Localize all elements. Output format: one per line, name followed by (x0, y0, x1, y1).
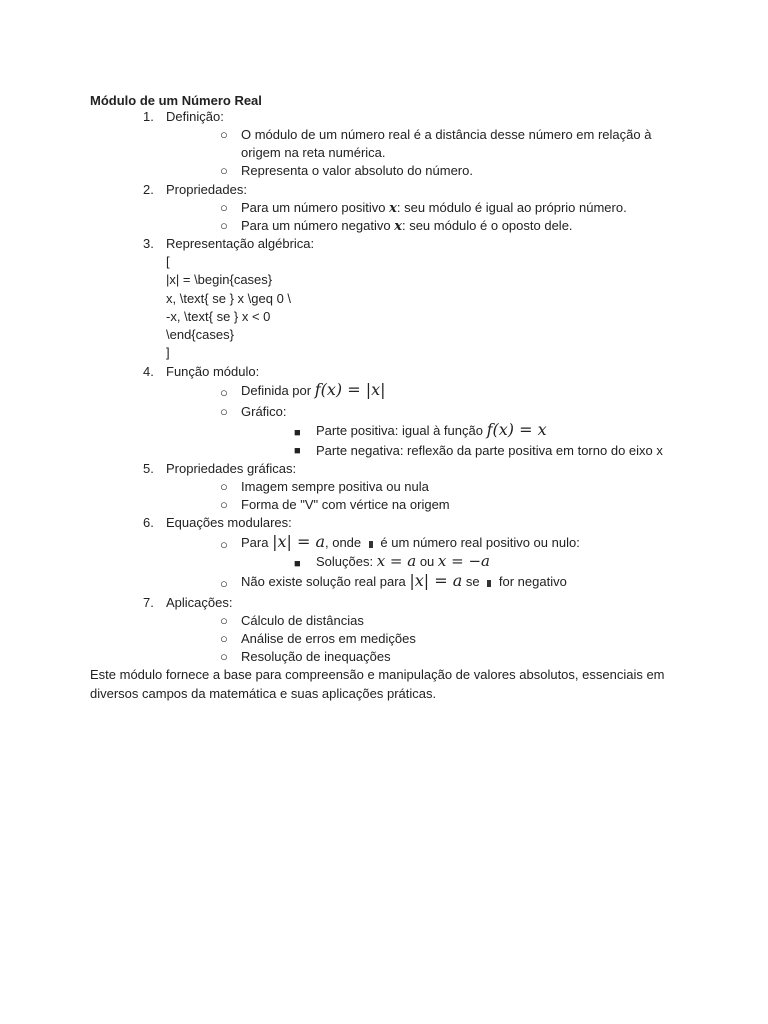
math-expression: |x| = a (272, 532, 325, 551)
list-number: 6. (143, 515, 154, 530)
latex-line: [ (166, 254, 170, 269)
sublist-item (241, 382, 386, 399)
math-expression: x = −a (437, 552, 490, 570)
sublist-item: Análise de erros em medições (241, 631, 416, 646)
text-segment: , onde (325, 535, 365, 550)
text-segment: Para um número positivo (241, 200, 390, 215)
square-bullet: ■ (294, 558, 301, 570)
sublist-item: Cálculo de distâncias (241, 613, 364, 628)
square-bullet: ■ (294, 427, 301, 439)
math-expression: x = a (376, 552, 417, 570)
subsublist-item (316, 422, 547, 439)
text-segment: Para (241, 535, 273, 550)
list-number: 7. (143, 595, 154, 610)
list-number: 4. (143, 364, 154, 379)
text-segment: Soluções: (316, 554, 377, 569)
latex-line: -x, \text{ se } x < 0 (166, 309, 271, 324)
circle-bullet: ○ (220, 200, 228, 215)
sublist-item (241, 573, 567, 590)
subsublist-item: Parte negativa: reflexão da parte positiva em torno do eixo x (316, 443, 663, 458)
list-number: 5. (143, 461, 154, 476)
latex-line: ] (166, 345, 170, 360)
sublist-item: O módulo de um número real é a distância desse número em relação à (241, 127, 652, 142)
square-bullet: ■ (294, 445, 301, 457)
sublist-item: Representa o valor absoluto do número. (241, 163, 473, 178)
circle-bullet: ○ (220, 631, 228, 646)
text-segment: ou (416, 554, 438, 569)
text-segment: se (462, 574, 484, 589)
text-segment: Não existe solução real para (241, 574, 410, 589)
circle-bullet: ○ (220, 613, 228, 628)
list-item-label: Função módulo: (166, 364, 260, 379)
list-number: 1. (143, 109, 154, 124)
text-segment: for negativo (495, 574, 567, 589)
text-segment: : seu módulo é igual ao próprio número. (396, 200, 627, 215)
missing-glyph-box (487, 580, 491, 587)
sublist-item: Imagem sempre positiva ou nula (241, 479, 429, 494)
text-segment: : seu módulo é o oposto dele. (401, 218, 573, 233)
math-expression: f(x) = x (486, 420, 547, 439)
circle-bullet: ○ (220, 404, 228, 419)
list-item-label: Propriedades: (166, 182, 247, 197)
circle-bullet: ○ (220, 576, 228, 591)
math-expression: f(x) = |x| (314, 380, 386, 399)
subsublist-item (316, 553, 490, 570)
sublist-item (241, 534, 580, 551)
list-item-label: Propriedades gráficas: (166, 461, 297, 476)
closing-paragraph-line: Este módulo fornece a base para compreensão e manipulação de valores absolutos, essenciais em (90, 667, 665, 682)
latex-line: |x| = \begin{cases} (166, 272, 273, 287)
circle-bullet: ○ (220, 163, 228, 178)
list-number: 2. (143, 182, 154, 197)
text-segment: Para um número negativo (241, 218, 395, 233)
circle-bullet: ○ (220, 127, 228, 142)
sublist-item: Gráfico: (241, 404, 287, 419)
circle-bullet: ○ (220, 497, 228, 512)
latex-line: x, \text{ se } x \geq 0 \ (166, 291, 292, 306)
list-item-label: Aplicações: (166, 595, 233, 610)
math-variable: x (394, 219, 402, 234)
list-number: 3. (143, 236, 154, 251)
circle-bullet: ○ (220, 537, 228, 552)
math-variable: x (389, 201, 397, 216)
list-item-label: Representação algébrica: (166, 236, 315, 251)
list-item-label: Definição: (166, 109, 224, 124)
sublist-item (241, 218, 573, 235)
sublist-item-continuation: origem na reta numérica. (241, 145, 386, 160)
circle-bullet: ○ (220, 479, 228, 494)
math-expression: |x| = a (409, 571, 463, 590)
closing-paragraph-line: diversos campos da matemática e suas aplicações práticas. (90, 686, 437, 701)
sublist-item: Resolução de inequações (241, 649, 391, 664)
missing-glyph-box (369, 541, 373, 548)
document-title: Módulo de um Número Real (90, 93, 262, 108)
list-item-label: Equações modulares: (166, 515, 292, 530)
text-segment: Parte positiva: igual à função (316, 423, 487, 438)
circle-bullet: ○ (220, 649, 228, 664)
sublist-item: Forma de "V" com vértice na origem (241, 497, 450, 512)
circle-bullet: ○ (220, 385, 228, 400)
circle-bullet: ○ (220, 218, 228, 233)
latex-line: \end{cases} (166, 327, 234, 342)
text-segment: é um número real positivo ou nulo: (376, 535, 580, 550)
text-segment: Definida por (241, 383, 315, 398)
sublist-item (241, 200, 627, 217)
